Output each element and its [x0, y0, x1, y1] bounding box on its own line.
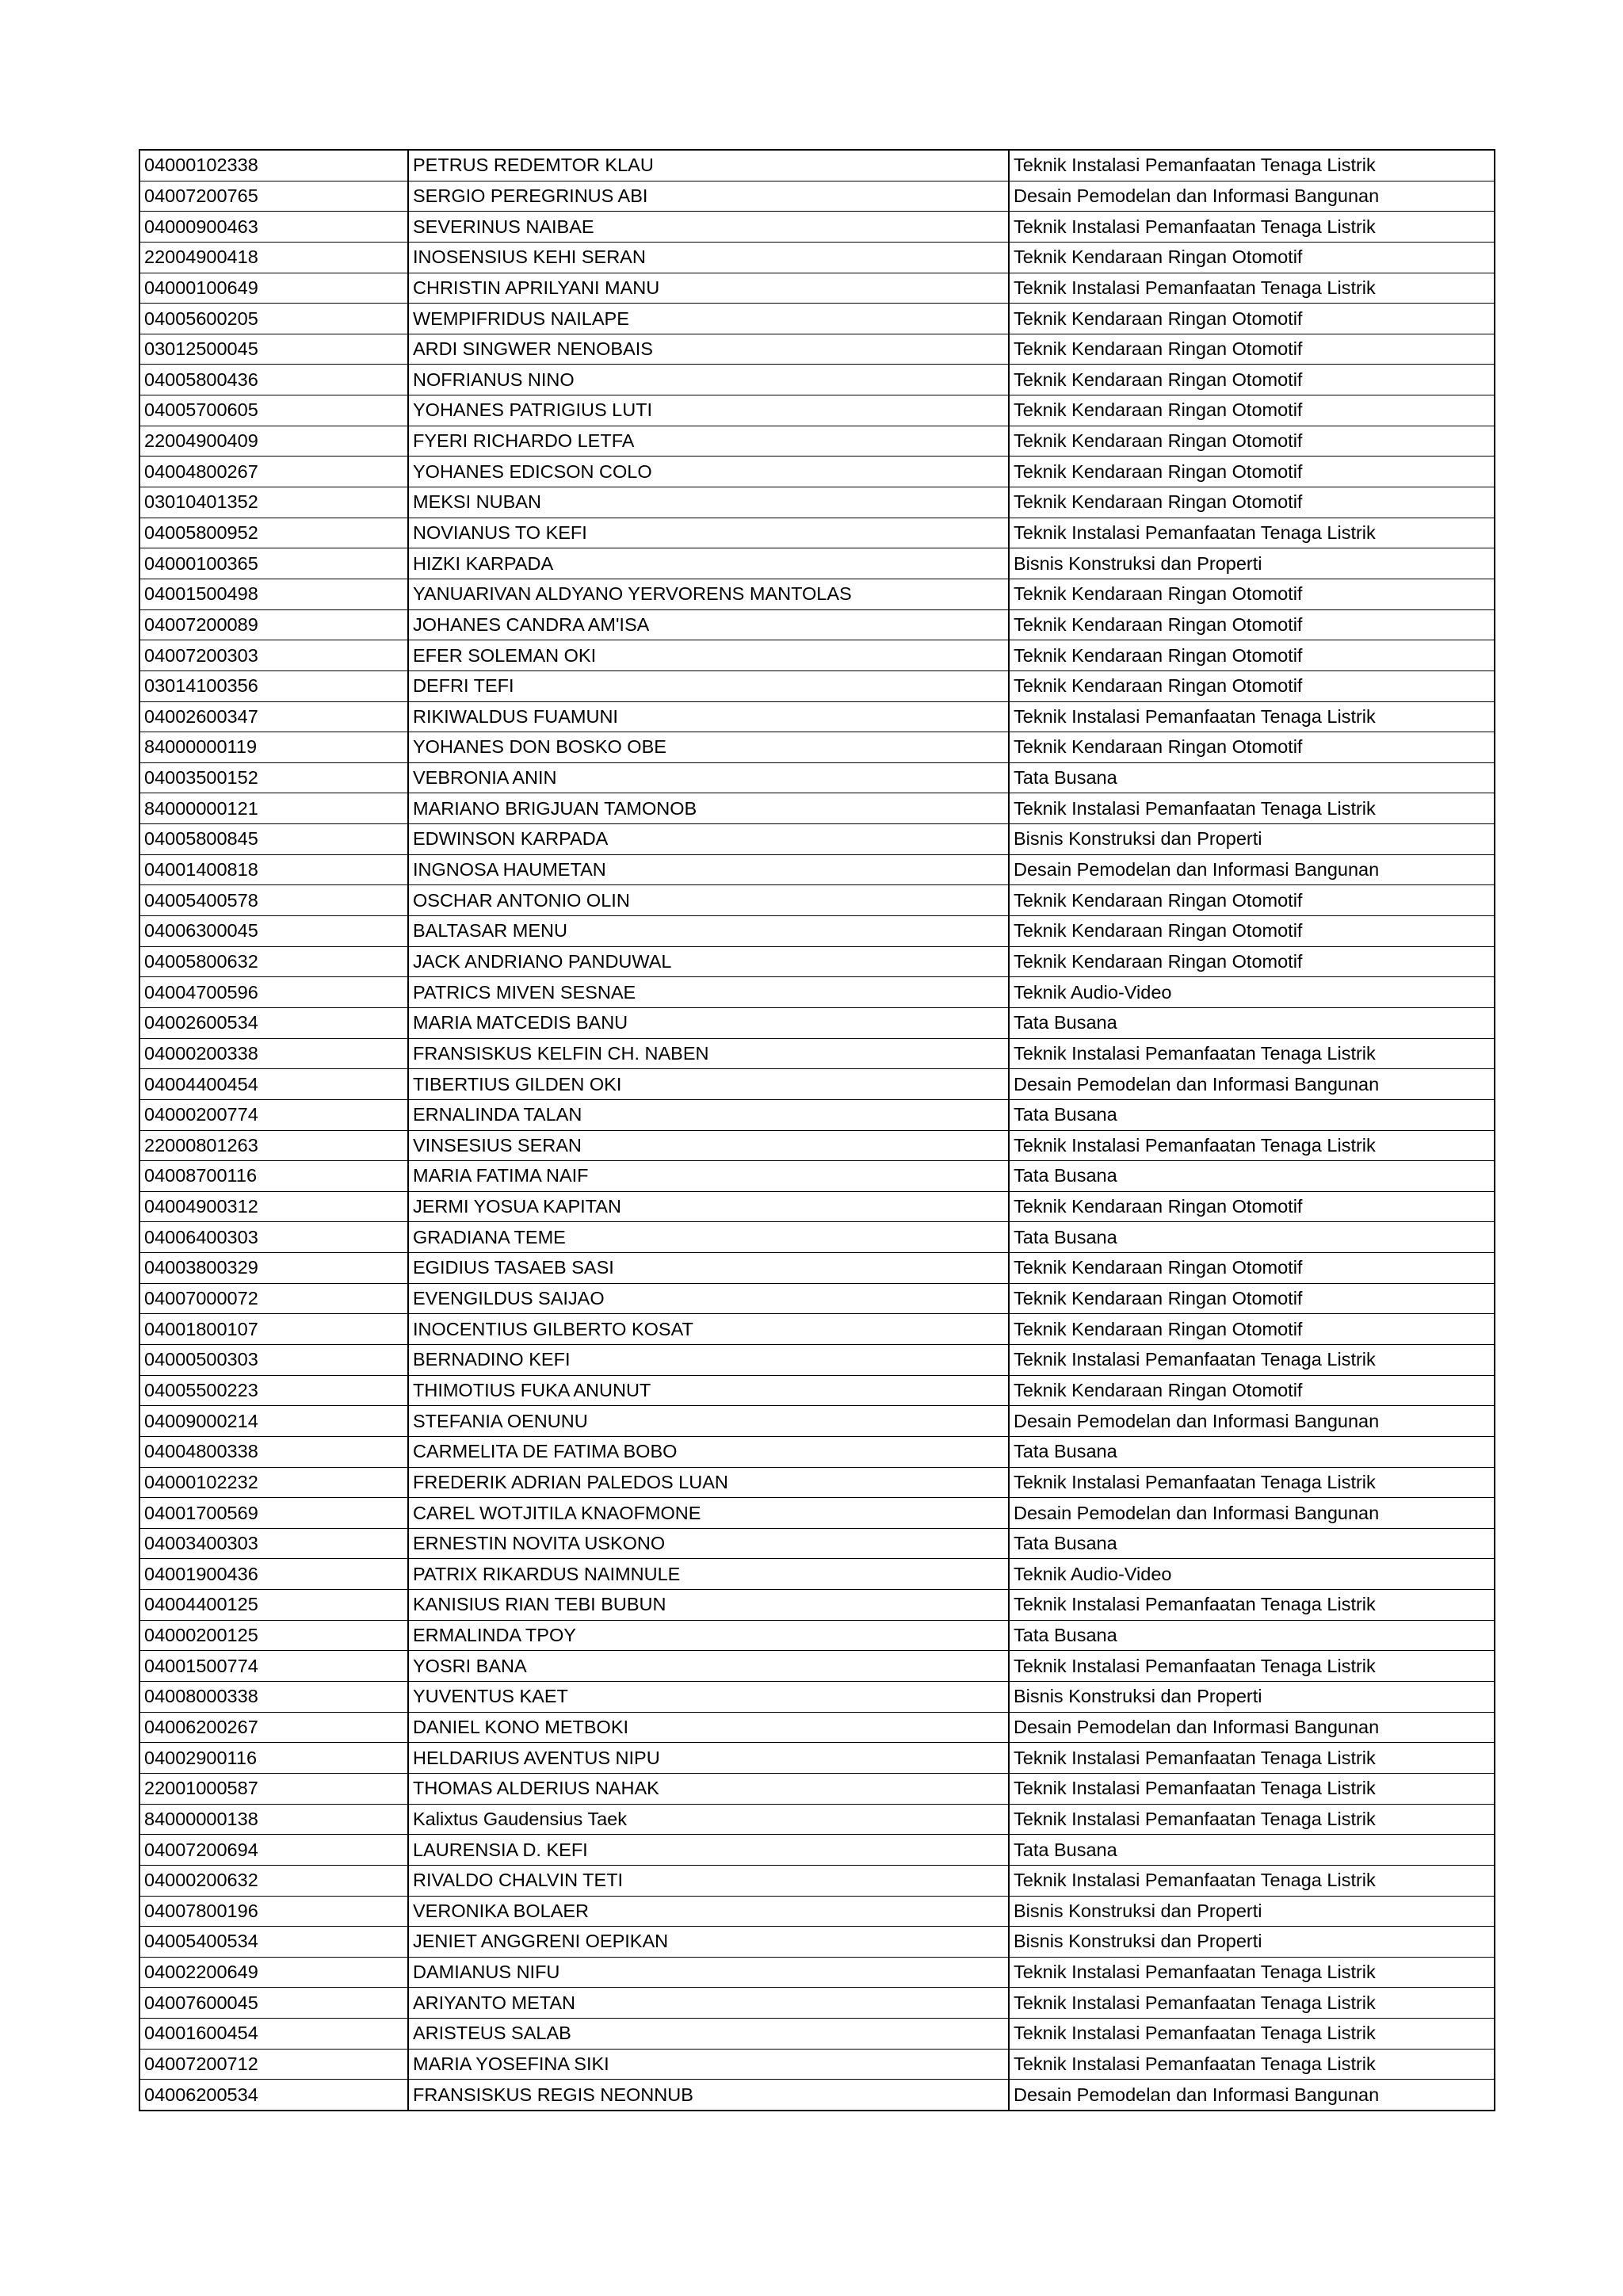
program-cell: Teknik Kendaraan Ringan Otomotif — [1009, 1283, 1495, 1314]
program-cell: Teknik Instalasi Pemanfaatan Tenaga Listrik — [1009, 1865, 1495, 1896]
table-row — [139, 1038, 1495, 1069]
student-name-cell: ARISTEUS SALAB — [408, 2019, 1009, 2050]
student-name-cell: YOSRI BANA — [408, 1651, 1009, 1682]
student-name-cell: THOMAS ALDERIUS NAHAK — [408, 1773, 1009, 1804]
program-cell: Teknik Kendaraan Ringan Otomotif — [1009, 457, 1495, 487]
student-name-cell: BERNADINO KEFI — [408, 1344, 1009, 1375]
student-name-cell: VINSESIUS SERAN — [408, 1130, 1009, 1161]
student-name-cell: SERGIO PEREGRINUS ABI — [408, 181, 1009, 212]
student-id-cell: 04000500303 — [139, 1344, 408, 1375]
program-cell: Teknik Instalasi Pemanfaatan Tenaga Listrik — [1009, 1804, 1495, 1835]
table-row — [139, 1865, 1495, 1896]
table-row — [139, 2049, 1495, 2080]
table-row — [139, 2080, 1495, 2111]
student-name-cell: CAREL WOTJITILA KNAOFMONE — [408, 1498, 1009, 1529]
program-cell: Bisnis Konstruksi dan Properti — [1009, 824, 1495, 855]
student-id-cell: 04000100649 — [139, 273, 408, 304]
table-row — [139, 1099, 1495, 1130]
student-id-cell: 04002200649 — [139, 1957, 408, 1988]
student-id-cell: 04005500223 — [139, 1375, 408, 1406]
student-name-cell: EDWINSON KARPADA — [408, 824, 1009, 855]
student-name-cell: PATRIX RIKARDUS NAIMNULE — [408, 1559, 1009, 1590]
student-name-cell: HIZKI KARPADA — [408, 548, 1009, 579]
student-name-cell: ARDI SINGWER NENOBAIS — [408, 334, 1009, 365]
student-id-cell: 04007200694 — [139, 1835, 408, 1866]
table-row — [139, 1007, 1495, 1038]
student-id-cell: 04007000072 — [139, 1283, 408, 1314]
student-id-cell: 04005800436 — [139, 365, 408, 395]
student-name-cell: STEFANIA OENUNU — [408, 1406, 1009, 1437]
student-name-cell: PATRICS MIVEN SESNAE — [408, 977, 1009, 1008]
student-id-cell: 04006300045 — [139, 916, 408, 947]
table-row — [139, 304, 1495, 334]
student-id-cell: 04000102232 — [139, 1467, 408, 1498]
table-row — [139, 150, 1495, 181]
table-row — [139, 793, 1495, 824]
student-id-cell: 04000200338 — [139, 1038, 408, 1069]
student-name-cell: MEKSI NUBAN — [408, 487, 1009, 518]
program-cell: Teknik Instalasi Pemanfaatan Tenaga Listrik — [1009, 793, 1495, 824]
student-name-cell: LAURENSIA D. KEFI — [408, 1835, 1009, 1866]
program-cell: Desain Pemodelan dan Informasi Bangunan — [1009, 854, 1495, 885]
student-name-cell: GRADIANA TEME — [408, 1222, 1009, 1253]
program-cell: Teknik Instalasi Pemanfaatan Tenaga Listrik — [1009, 1743, 1495, 1774]
table-row — [139, 1406, 1495, 1437]
student-name-cell: ERNALINDA TALAN — [408, 1099, 1009, 1130]
student-name-cell: EVENGILDUS SAIJAO — [408, 1283, 1009, 1314]
table-row — [139, 670, 1495, 701]
program-cell: Bisnis Konstruksi dan Properti — [1009, 1927, 1495, 1958]
table-row — [139, 212, 1495, 243]
table-row — [139, 1069, 1495, 1100]
table-row — [139, 518, 1495, 548]
program-cell: Desain Pemodelan dan Informasi Bangunan — [1009, 1406, 1495, 1437]
program-cell: Teknik Kendaraan Ringan Otomotif — [1009, 1375, 1495, 1406]
table-row — [139, 1344, 1495, 1375]
roster-body — [139, 150, 1495, 2111]
program-cell: Teknik Instalasi Pemanfaatan Tenaga Listrik — [1009, 1988, 1495, 2019]
student-name-cell: INGNOSA HAUMETAN — [408, 854, 1009, 885]
student-id-cell: 04000200632 — [139, 1865, 408, 1896]
table-row — [139, 1436, 1495, 1467]
student-name-cell: JENIET ANGGRENI OEPIKAN — [408, 1927, 1009, 1958]
student-name-cell: JACK ANDRIANO PANDUWAL — [408, 946, 1009, 977]
table-row — [139, 426, 1495, 457]
student-id-cell: 04006200267 — [139, 1712, 408, 1743]
program-cell: Teknik Kendaraan Ringan Otomotif — [1009, 426, 1495, 457]
student-name-cell: ERMALINDA TPOY — [408, 1620, 1009, 1651]
student-name-cell: MARIA FATIMA NAIF — [408, 1161, 1009, 1192]
student-name-cell: JOHANES CANDRA AM'ISA — [408, 609, 1009, 640]
student-name-cell: RIKIWALDUS FUAMUNI — [408, 701, 1009, 732]
table-row — [139, 854, 1495, 885]
table-row — [139, 1161, 1495, 1192]
student-id-cell: 03010401352 — [139, 487, 408, 518]
student-id-cell: 22001000587 — [139, 1773, 408, 1804]
program-cell: Teknik Kendaraan Ringan Otomotif — [1009, 579, 1495, 609]
student-id-cell: 04004800338 — [139, 1436, 408, 1467]
student-name-cell: OSCHAR ANTONIO OLIN — [408, 885, 1009, 916]
program-cell: Teknik Instalasi Pemanfaatan Tenaga Listrik — [1009, 518, 1495, 548]
program-cell: Teknik Kendaraan Ringan Otomotif — [1009, 242, 1495, 273]
student-id-cell: 04001600454 — [139, 2019, 408, 2050]
student-id-cell: 04007200765 — [139, 181, 408, 212]
student-name-cell: PETRUS REDEMTOR KLAU — [408, 150, 1009, 181]
program-cell: Teknik Instalasi Pemanfaatan Tenaga Listrik — [1009, 1651, 1495, 1682]
student-name-cell: FYERI RICHARDO LETFA — [408, 426, 1009, 457]
table-row — [139, 885, 1495, 916]
table-row — [139, 1222, 1495, 1253]
program-cell: Teknik Kendaraan Ringan Otomotif — [1009, 334, 1495, 365]
student-id-cell: 04005800632 — [139, 946, 408, 977]
program-cell: Teknik Audio-Video — [1009, 1559, 1495, 1590]
student-name-cell: DAMIANUS NIFU — [408, 1957, 1009, 1988]
program-cell: Teknik Kendaraan Ringan Otomotif — [1009, 670, 1495, 701]
student-name-cell: CARMELITA DE FATIMA BOBO — [408, 1436, 1009, 1467]
table-row — [139, 2019, 1495, 2050]
program-cell: Teknik Instalasi Pemanfaatan Tenaga Listrik — [1009, 1957, 1495, 1988]
program-cell: Teknik Instalasi Pemanfaatan Tenaga Listrik — [1009, 2019, 1495, 2050]
table-row — [139, 1743, 1495, 1774]
table-row — [139, 701, 1495, 732]
student-name-cell: FRANSISKUS REGIS NEONNUB — [408, 2080, 1009, 2111]
program-cell: Tata Busana — [1009, 1007, 1495, 1038]
program-cell: Teknik Kendaraan Ringan Otomotif — [1009, 732, 1495, 763]
program-cell: Bisnis Konstruksi dan Properti — [1009, 1682, 1495, 1713]
student-id-cell: 04006200534 — [139, 2080, 408, 2111]
student-id-cell: 04001500774 — [139, 1651, 408, 1682]
program-cell: Teknik Kendaraan Ringan Otomotif — [1009, 916, 1495, 947]
student-id-cell: 04005800845 — [139, 824, 408, 855]
student-name-cell: FREDERIK ADRIAN PALEDOS LUAN — [408, 1467, 1009, 1498]
program-cell: Desain Pemodelan dan Informasi Bangunan — [1009, 1712, 1495, 1743]
student-name-cell: MARIA MATCEDIS BANU — [408, 1007, 1009, 1038]
table-row — [139, 579, 1495, 609]
table-row — [139, 487, 1495, 518]
student-name-cell: ARIYANTO METAN — [408, 1988, 1009, 2019]
student-id-cell: 03012500045 — [139, 334, 408, 365]
table-row — [139, 1712, 1495, 1743]
table-row — [139, 1528, 1495, 1559]
table-row — [139, 1896, 1495, 1927]
student-id-cell: 04003800329 — [139, 1253, 408, 1284]
program-cell: Bisnis Konstruksi dan Properti — [1009, 548, 1495, 579]
student-id-cell: 04007800196 — [139, 1896, 408, 1927]
student-id-cell: 04004800267 — [139, 457, 408, 487]
table-row — [139, 1498, 1495, 1529]
program-cell: Teknik Instalasi Pemanfaatan Tenaga Listrik — [1009, 1467, 1495, 1498]
program-cell: Desain Pemodelan dan Informasi Bangunan — [1009, 181, 1495, 212]
student-id-cell: 04001800107 — [139, 1314, 408, 1345]
program-cell: Teknik Kendaraan Ringan Otomotif — [1009, 1191, 1495, 1222]
program-cell: Desain Pemodelan dan Informasi Bangunan — [1009, 1498, 1495, 1529]
program-cell: Teknik Kendaraan Ringan Otomotif — [1009, 609, 1495, 640]
table-row — [139, 1804, 1495, 1835]
program-cell: Tata Busana — [1009, 762, 1495, 793]
program-cell: Teknik Kendaraan Ringan Otomotif — [1009, 946, 1495, 977]
student-id-cell: 04008700116 — [139, 1161, 408, 1192]
table-row — [139, 1314, 1495, 1345]
student-id-cell: 84000000119 — [139, 732, 408, 763]
student-id-cell: 84000000121 — [139, 793, 408, 824]
student-name-cell: WEMPIFRIDUS NAILAPE — [408, 304, 1009, 334]
student-name-cell: MARIANO BRIGJUAN TAMONOB — [408, 793, 1009, 824]
student-name-cell: HELDARIUS AVENTUS NIPU — [408, 1743, 1009, 1774]
table-row — [139, 1835, 1495, 1866]
student-name-cell: Kalixtus Gaudensius Taek — [408, 1804, 1009, 1835]
program-cell: Teknik Instalasi Pemanfaatan Tenaga Listrik — [1009, 2049, 1495, 2080]
program-cell: Teknik Kendaraan Ringan Otomotif — [1009, 487, 1495, 518]
program-cell: Desain Pemodelan dan Informasi Bangunan — [1009, 2080, 1495, 2111]
student-name-cell: SEVERINUS NAIBAE — [408, 212, 1009, 243]
student-name-cell: EGIDIUS TASAEB SASI — [408, 1253, 1009, 1284]
table-row — [139, 1927, 1495, 1958]
table-row — [139, 1191, 1495, 1222]
student-name-cell: YUVENTUS KAET — [408, 1682, 1009, 1713]
student-name-cell: DANIEL KONO METBOKI — [408, 1712, 1009, 1743]
program-cell: Teknik Instalasi Pemanfaatan Tenaga Listrik — [1009, 1773, 1495, 1804]
student-id-cell: 04000900463 — [139, 212, 408, 243]
student-id-cell: 04007600045 — [139, 1988, 408, 2019]
program-cell: Teknik Instalasi Pemanfaatan Tenaga Listrik — [1009, 150, 1495, 181]
program-cell: Tata Busana — [1009, 1099, 1495, 1130]
student-id-cell: 04000200125 — [139, 1620, 408, 1651]
student-id-cell: 04005600205 — [139, 304, 408, 334]
program-cell: Tata Busana — [1009, 1222, 1495, 1253]
student-id-cell: 04005700605 — [139, 395, 408, 426]
program-cell: Teknik Instalasi Pemanfaatan Tenaga Listrik — [1009, 212, 1495, 243]
student-id-cell: 04007200303 — [139, 640, 408, 671]
student-name-cell: VEBRONIA ANIN — [408, 762, 1009, 793]
student-name-cell: YOHANES PATRIGIUS LUTI — [408, 395, 1009, 426]
table-row — [139, 1682, 1495, 1713]
program-cell: Teknik Kendaraan Ringan Otomotif — [1009, 395, 1495, 426]
student-name-cell: JERMI YOSUA KAPITAN — [408, 1191, 1009, 1222]
table-row — [139, 977, 1495, 1008]
program-cell: Teknik Kendaraan Ringan Otomotif — [1009, 365, 1495, 395]
student-name-cell: EFER SOLEMAN OKI — [408, 640, 1009, 671]
table-row — [139, 1773, 1495, 1804]
student-name-cell: BALTASAR MENU — [408, 916, 1009, 947]
student-id-cell: 04001400818 — [139, 854, 408, 885]
student-id-cell: 22004900418 — [139, 242, 408, 273]
program-cell: Teknik Kendaraan Ringan Otomotif — [1009, 1314, 1495, 1345]
table-row — [139, 1253, 1495, 1284]
student-id-cell: 04000200774 — [139, 1099, 408, 1130]
student-id-cell: 04002600534 — [139, 1007, 408, 1038]
student-id-cell: 03014100356 — [139, 670, 408, 701]
student-id-cell: 84000000138 — [139, 1804, 408, 1835]
student-id-cell: 04004400454 — [139, 1069, 408, 1100]
program-cell: Teknik Instalasi Pemanfaatan Tenaga Listrik — [1009, 701, 1495, 732]
table-row — [139, 1590, 1495, 1621]
program-cell: Tata Busana — [1009, 1161, 1495, 1192]
table-row — [139, 395, 1495, 426]
table-row — [139, 609, 1495, 640]
table-row — [139, 242, 1495, 273]
table-row — [139, 181, 1495, 212]
student-id-cell: 22000801263 — [139, 1130, 408, 1161]
student-name-cell: YANUARIVAN ALDYANO YERVORENS MANTOLAS — [408, 579, 1009, 609]
student-id-cell: 04007200712 — [139, 2049, 408, 2080]
student-name-cell: TIBERTIUS GILDEN OKI — [408, 1069, 1009, 1100]
student-id-cell: 04000102338 — [139, 150, 408, 181]
table-row — [139, 273, 1495, 304]
student-id-cell: 04004400125 — [139, 1590, 408, 1621]
program-cell: Tata Busana — [1009, 1436, 1495, 1467]
program-cell: Tata Busana — [1009, 1528, 1495, 1559]
student-name-cell: INOSENSIUS KEHI SERAN — [408, 242, 1009, 273]
student-id-cell: 04005400578 — [139, 885, 408, 916]
student-name-cell: FRANSISKUS KELFIN CH. NABEN — [408, 1038, 1009, 1069]
student-name-cell: INOCENTIUS GILBERTO KOSAT — [408, 1314, 1009, 1345]
table-row — [139, 1283, 1495, 1314]
student-id-cell: 04000100365 — [139, 548, 408, 579]
table-row — [139, 1651, 1495, 1682]
table-row — [139, 1130, 1495, 1161]
program-cell: Teknik Instalasi Pemanfaatan Tenaga Listrik — [1009, 1590, 1495, 1621]
student-id-cell: 04004700596 — [139, 977, 408, 1008]
program-cell: Teknik Kendaraan Ringan Otomotif — [1009, 304, 1495, 334]
table-row — [139, 916, 1495, 947]
student-id-cell: 04002600347 — [139, 701, 408, 732]
program-cell: Teknik Kendaraan Ringan Otomotif — [1009, 1253, 1495, 1284]
student-id-cell: 04008000338 — [139, 1682, 408, 1713]
student-id-cell: 04004900312 — [139, 1191, 408, 1222]
student-id-cell: 04009000214 — [139, 1406, 408, 1437]
student-name-cell: NOVIANUS TO KEFI — [408, 518, 1009, 548]
program-cell: Teknik Instalasi Pemanfaatan Tenaga Listrik — [1009, 1038, 1495, 1069]
table-row — [139, 1375, 1495, 1406]
program-cell: Teknik Instalasi Pemanfaatan Tenaga Listrik — [1009, 1130, 1495, 1161]
table-row — [139, 1957, 1495, 1988]
program-cell: Teknik Kendaraan Ringan Otomotif — [1009, 640, 1495, 671]
student-name-cell: THIMOTIUS FUKA ANUNUT — [408, 1375, 1009, 1406]
student-id-cell: 04005800952 — [139, 518, 408, 548]
student-id-cell: 04003400303 — [139, 1528, 408, 1559]
program-cell: Bisnis Konstruksi dan Properti — [1009, 1896, 1495, 1927]
student-name-cell: RIVALDO CHALVIN TETI — [408, 1865, 1009, 1896]
student-name-cell: NOFRIANUS NINO — [408, 365, 1009, 395]
student-id-cell: 04005400534 — [139, 1927, 408, 1958]
student-name-cell: YOHANES EDICSON COLO — [408, 457, 1009, 487]
table-row — [139, 1620, 1495, 1651]
table-row — [139, 1559, 1495, 1590]
student-id-cell: 04001900436 — [139, 1559, 408, 1590]
table-row — [139, 732, 1495, 763]
table-row — [139, 365, 1495, 395]
table-row — [139, 548, 1495, 579]
program-cell: Teknik Audio-Video — [1009, 977, 1495, 1008]
table-row — [139, 640, 1495, 671]
table-row — [139, 946, 1495, 977]
student-id-cell: 04001700569 — [139, 1498, 408, 1529]
table-row — [139, 824, 1495, 855]
student-name-cell: DEFRI TEFI — [408, 670, 1009, 701]
student-id-cell: 04006400303 — [139, 1222, 408, 1253]
program-cell: Tata Busana — [1009, 1620, 1495, 1651]
program-cell: Teknik Kendaraan Ringan Otomotif — [1009, 885, 1495, 916]
student-id-cell: 22004900409 — [139, 426, 408, 457]
program-cell: Desain Pemodelan dan Informasi Bangunan — [1009, 1069, 1495, 1100]
student-id-cell: 04001500498 — [139, 579, 408, 609]
student-id-cell: 04003500152 — [139, 762, 408, 793]
program-cell: Teknik Instalasi Pemanfaatan Tenaga Listrik — [1009, 1344, 1495, 1375]
student-roster-table — [139, 149, 1495, 2111]
table-row — [139, 457, 1495, 487]
student-name-cell: KANISIUS RIAN TEBI BUBUN — [408, 1590, 1009, 1621]
student-name-cell: YOHANES DON BOSKO OBE — [408, 732, 1009, 763]
student-name-cell: ERNESTIN NOVITA USKONO — [408, 1528, 1009, 1559]
student-name-cell: CHRISTIN APRILYANI MANU — [408, 273, 1009, 304]
table-row — [139, 1467, 1495, 1498]
student-name-cell: VERONIKA BOLAER — [408, 1896, 1009, 1927]
student-id-cell: 04007200089 — [139, 609, 408, 640]
program-cell: Tata Busana — [1009, 1835, 1495, 1866]
student-id-cell: 04002900116 — [139, 1743, 408, 1774]
program-cell: Teknik Instalasi Pemanfaatan Tenaga Listrik — [1009, 273, 1495, 304]
student-name-cell: MARIA YOSEFINA SIKI — [408, 2049, 1009, 2080]
table-row — [139, 334, 1495, 365]
table-row — [139, 762, 1495, 793]
table-row — [139, 1988, 1495, 2019]
